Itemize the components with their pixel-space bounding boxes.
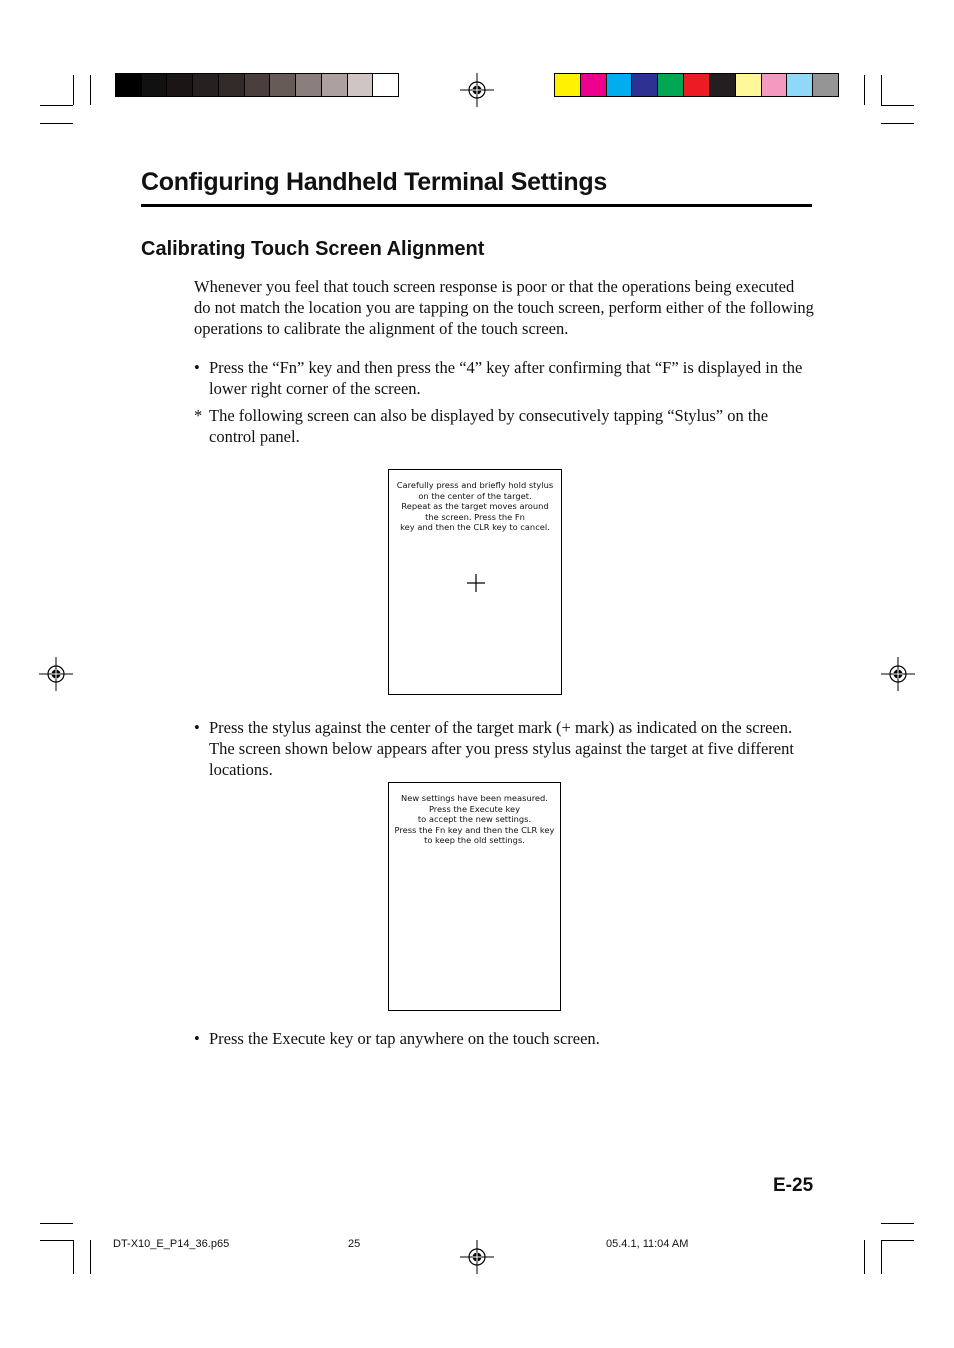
crop-mark xyxy=(90,1240,91,1274)
registration-mark-icon xyxy=(39,657,73,691)
confirmation-screen[interactable] xyxy=(388,782,561,1011)
bullet-marker: • xyxy=(194,718,200,737)
color-swatch xyxy=(787,74,813,96)
section-title: Calibrating Touch Screen Alignment xyxy=(141,238,485,260)
screen-line: Press the Fn key and then the CLR key xyxy=(394,824,555,835)
crosshair-target-icon[interactable] xyxy=(467,574,485,592)
crop-mark xyxy=(90,75,91,105)
color-calibration-bar xyxy=(554,73,839,97)
color-swatch xyxy=(245,74,271,96)
color-swatch xyxy=(710,74,736,96)
bullet-text: Press the stylus against the center of the target mark (+ mark) as indicated on the screen. The screen shown below appears after you press stylus against the target at five different locations. xyxy=(209,718,794,779)
color-swatch xyxy=(581,74,607,96)
footer-timestamp: 05.4.1, 11:04 AM xyxy=(606,1238,689,1250)
page-title: Configuring Handheld Terminal Settings xyxy=(141,168,607,196)
screen-line: to accept the new settings. xyxy=(417,814,532,825)
crop-mark xyxy=(881,1240,914,1241)
color-swatch xyxy=(348,74,374,96)
color-swatch xyxy=(607,74,633,96)
crop-mark xyxy=(881,123,914,124)
crop-mark xyxy=(40,1223,73,1224)
color-swatch xyxy=(167,74,193,96)
grayscale-calibration-bar xyxy=(115,73,399,97)
color-swatch xyxy=(736,74,762,96)
bullet-marker: • xyxy=(194,1029,200,1048)
crop-mark xyxy=(881,75,882,105)
registration-mark-icon xyxy=(460,73,494,107)
bullet-marker: • xyxy=(194,358,200,377)
color-swatch xyxy=(322,74,348,96)
calibration-instructions xyxy=(389,480,561,533)
note-item xyxy=(194,405,816,447)
crop-mark xyxy=(881,105,914,106)
bullet-item xyxy=(194,1028,816,1049)
bullet-text: Press the Execute key or tap anywhere on the touch screen. xyxy=(209,1029,600,1048)
registration-mark-icon xyxy=(881,657,915,691)
crop-mark xyxy=(73,75,74,105)
crop-mark xyxy=(40,123,73,124)
title-underline xyxy=(141,204,812,207)
crop-mark xyxy=(881,1240,882,1274)
footer-filename: DT-X10_E_P14_36.p65 xyxy=(113,1238,230,1250)
screen-line: the screen. Press the Fn xyxy=(425,511,525,522)
bullet-item xyxy=(194,717,816,780)
color-swatch xyxy=(555,74,581,96)
crop-mark xyxy=(864,75,865,105)
page-number: E-25 xyxy=(773,1175,814,1196)
screen-line: to keep the old settings. xyxy=(424,835,525,846)
screen-line: New settings have been measured. xyxy=(401,793,548,803)
confirmation-message xyxy=(389,793,560,846)
screen-line: key and then the CLR key to cancel. xyxy=(400,522,550,533)
color-swatch xyxy=(632,74,658,96)
bullet-item xyxy=(194,357,816,399)
crop-mark xyxy=(40,105,73,106)
intro-paragraph: Whenever you feel that touch screen response is poor or that the operations being executed do not match the location you are tapping on the touch screen, perform either of the following operations to calibrate the alignment of the touch screen. xyxy=(194,277,814,338)
color-swatch xyxy=(684,74,710,96)
color-swatch xyxy=(762,74,788,96)
crop-mark xyxy=(881,1223,914,1224)
color-swatch xyxy=(142,74,168,96)
calibration-screen xyxy=(388,469,562,695)
note-text: The following screen can also be displayed by consecutively tapping “Stylus” on the control panel. xyxy=(209,406,769,446)
screen-line: on the center of the target. xyxy=(418,490,532,501)
bullet-text: Press the “Fn” key and then press the “4” key after confirming that “F” is displayed in the lower right corner of the screen. xyxy=(209,358,803,398)
color-swatch xyxy=(373,74,398,96)
color-swatch xyxy=(296,74,322,96)
color-swatch xyxy=(270,74,296,96)
color-swatch xyxy=(116,74,142,96)
crop-mark xyxy=(73,1240,74,1274)
crop-mark xyxy=(864,1240,865,1274)
crop-mark xyxy=(40,1240,73,1241)
screen-line: Press the Execute key xyxy=(428,803,521,814)
color-swatch xyxy=(813,74,838,96)
color-swatch xyxy=(193,74,219,96)
note-marker: * xyxy=(194,406,203,425)
registration-mark-icon xyxy=(460,1240,494,1274)
screen-line: Repeat as the target moves around xyxy=(401,501,549,512)
color-swatch xyxy=(219,74,245,96)
screen-line: Carefully press and briefly hold stylus xyxy=(396,480,554,490)
footer-page: 25 xyxy=(348,1238,361,1250)
color-swatch xyxy=(658,74,684,96)
